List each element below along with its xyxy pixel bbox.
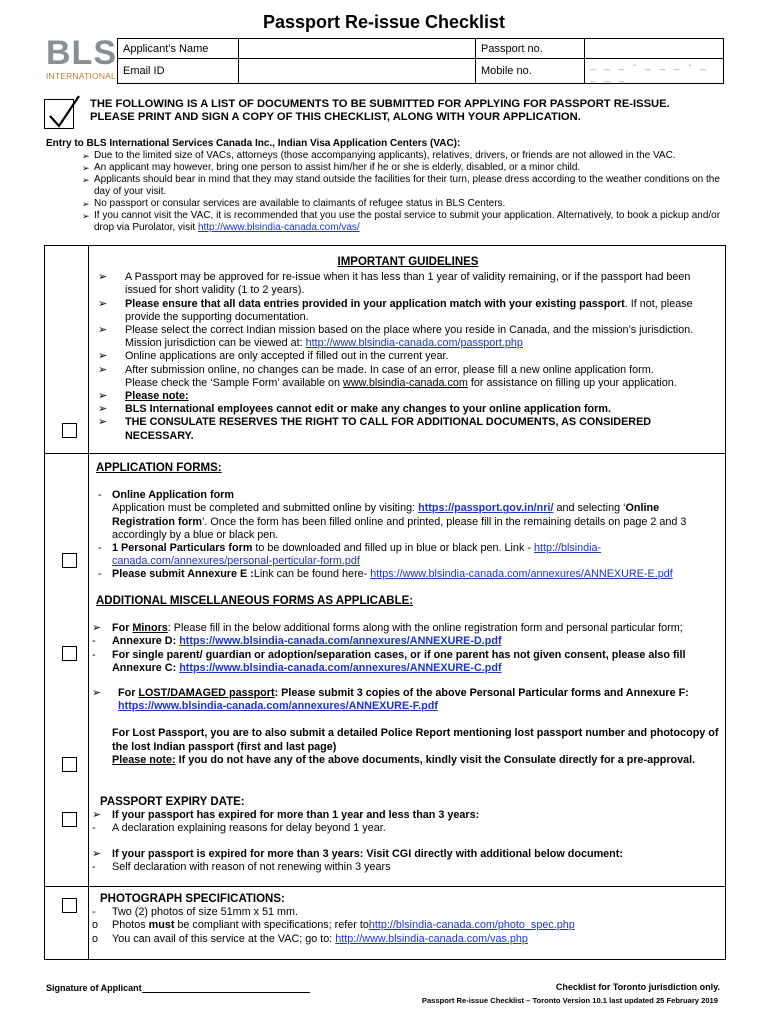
passport-gov-link[interactable]: https://passport.gov.in/nri/: [418, 502, 554, 515]
application-forms-section: [96, 462, 720, 582]
entry-item: ➢ An applicant may however, bring one person to assist him/her if he or she is elderly, disabled, or a minor child.: [94, 162, 736, 174]
photo-heading: PHOTOGRAPH SPECIFICATIONS:: [100, 893, 285, 905]
sample-form-link[interactable]: www.blsindia-canada.com: [343, 376, 468, 389]
guideline-item: ➢ Online applications are only accepted if filled out in the current year.: [98, 350, 449, 363]
expiry-heading: PASSPORT EXPIRY DATE:: [100, 796, 245, 808]
entry-item: [94, 210, 736, 234]
mobile-field[interactable]: [585, 59, 724, 84]
entry-item: ➢ Due to the limited size of VACs, attorneys (those accompanying applicants), relatives, drivers, or friends are not allowed in the VAC.: [94, 150, 736, 162]
forms-heading: APPLICATION FORMS:: [96, 462, 222, 474]
applicant-name-label: Applicant’s Name: [118, 39, 239, 59]
vas-service-link[interactable]: http://www.blsindia-canada.com/vas.php: [335, 932, 528, 945]
entry-heading: Entry to BLS International Services Canada Inc., Indian Visa Application Centers (VAC):: [46, 138, 461, 149]
expiry-item-2-sub: - Self declaration with reason of not renewing within 3 years: [92, 860, 391, 873]
applicant-info-table: [117, 38, 724, 84]
annexure-c-link[interactable]: https://www.blsindia-canada.com/annexures/ANNEXURE-C.pdf: [179, 661, 502, 674]
guidelines-section: [96, 256, 720, 443]
photo-item-1: - Two (2) photos of size 51mm x 51 mm.: [92, 906, 299, 919]
signature-line: [46, 983, 310, 993]
signature-label: Signature of Applicant: [46, 983, 142, 993]
section-divider: [44, 886, 725, 887]
expiry-checkbox[interactable]: [62, 812, 77, 827]
lost-damaged-item: ➢ For LOST/DAMAGED passport: Please submit 3 copies of the above Personal Particular forms and Annexure F: https://www.blsindia-canada.com/annexures/ANNEXURE-F.pdf: [92, 687, 689, 713]
guidelines-checkbox[interactable]: [62, 423, 77, 438]
form-item-ppf: - 1 Personal Particulars form to be downloaded and filled up in blue or black pen. Link - http://blsindia-canada.com/annexures/personal-perticular-form.pdf: [98, 542, 602, 568]
form-item-annexure-e: - Please submit Annexure E :Link can be found here- https://www.blsindia-canada.com/annexures/ANNEXURE-E.pdf: [98, 568, 673, 581]
annexure-f-link[interactable]: https://www.blsindia-canada.com/annexures/ANNEXURE-F.pdf: [118, 700, 438, 713]
logo-text: BLS: [46, 34, 117, 72]
photo-item-3: o You can avail of this service at the VAC; go to: http://www.blsindia-canada.com/vas.php: [92, 932, 528, 945]
checked-box-icon: [44, 99, 74, 129]
expiry-item-1-sub: - A declaration explaining reasons for delay beyond 1 year.: [92, 822, 386, 835]
minors-item: ➢ For Minors: Please fill in the below additional forms along with the online registration form and personal particular form;: [92, 622, 683, 635]
photo-checkbox[interactable]: [62, 898, 77, 913]
photo-item-2: o Photos must be compliant with specifications; refer tohttp://blsindia-canada.com/photo_spec.php: [92, 919, 575, 932]
minors-checkbox[interactable]: [62, 646, 77, 661]
vas-link[interactable]: http://www.blsindia-canada.com/vas/: [197, 222, 360, 233]
version-note: Passport Re-issue Checklist – Toronto Version 10.1 last updated 25 February 2019: [421, 996, 718, 1005]
single-parent-item: - For single parent/ guardian or adoption/separation cases, or if one parent has not given consent, please also fill Annexure C: https://www.blsindia-canada.com/annexures/ANNEXURE-C.pdf: [92, 648, 686, 674]
guideline-item: ➢ After submission online, no changes can be made. In case of an error, please fill a new online application form. Please check the ‘Sample Form’ available on www.blsindia-canada.com for assistance on filling up your application.: [98, 363, 677, 389]
misc-heading: ADDITIONAL MISCELLANEOUS FORMS AS APPLICABLE:: [96, 595, 414, 607]
form-item-online: - Online Application form Application must be completed and submitted online by visiting: https://passport.gov.in/nri/ and selecting ‘Online Registration form’. Once the form has been filled online and printed, please fill in the remaining details on page 2 and 3 accordingly by a blue or black pen.: [98, 489, 687, 541]
annexure-d-item: - Annexure D: https://www.blsindia-canada.com/annexures/ANNEXURE-D.pdf: [92, 635, 502, 648]
applicant-name-field[interactable]: [239, 39, 476, 59]
checkbox-column-divider: [88, 245, 89, 959]
guideline-item: ➢ THE CONSULATE RESERVES THE RIGHT TO CALL FOR ADDITIONAL DOCUMENTS, AS CONSIDERED NECESSARY.: [98, 416, 652, 442]
guidelines-heading: IMPORTANT GUIDELINES: [337, 256, 479, 268]
email-label: Email ID: [118, 59, 239, 84]
photo-spec-link[interactable]: http://blsindia-canada.com/photo_spec.php: [368, 919, 575, 932]
jurisdiction-note: Checklist for Toronto jurisdiction only.: [555, 982, 720, 992]
logo-subtext: INTERNATIONAL: [46, 71, 116, 81]
expiry-item-1: ➢ If your passport has expired for more than 1 year and less than 3 years:: [92, 809, 480, 822]
expiry-section: [92, 796, 720, 874]
annexure-e-link[interactable]: https://www.blsindia-canada.com/annexures/ANNEXURE-E.pdf: [370, 568, 673, 581]
passport-no-label: Passport no.: [476, 39, 585, 59]
intro-line-2: PLEASE PRINT AND SIGN A COPY OF THIS CHECKLIST, ALONG WITH YOUR APPLICATION.: [90, 111, 581, 123]
lost-passport-checkbox[interactable]: [62, 757, 77, 772]
entry-item: ➢ Applicants should bear in mind that they may stand outside the facilities for their turn, please dress according to the weather conditions on the day of your visit.: [94, 174, 736, 198]
passport-no-field[interactable]: [585, 39, 724, 59]
annexure-d-link[interactable]: https://www.blsindia-canada.com/annexures/ANNEXURE-D.pdf: [179, 635, 502, 648]
intro-line-1: THE FOLLOWING IS A LIST OF DOCUMENTS TO BE SUBMITTED FOR APPLYING FOR PASSPORT RE-ISSUE.: [90, 98, 670, 110]
intro-text: [90, 98, 730, 124]
mobile-label: Mobile no.: [476, 59, 585, 84]
entry-section: [46, 138, 736, 234]
section-divider: [44, 453, 725, 454]
entry-item-text: If you cannot visit the VAC, it is recommended that you use the postal service to submit your application. Alternatively, to book a pickup and/or drop via Purolator, visit: [94, 210, 721, 233]
guideline-item: ➢ Please ensure that all data entries provided in your application match with your existing passport. If not, please provide the supporting documentation.: [98, 297, 693, 323]
mobile-placeholder: _ _ _ - _ _ _ - _ _ _ _: [590, 60, 709, 83]
police-report-item: For Lost Passport, you are to also submit a detailed Police Report mentioning lost passport number and photocopy of the lost Indian passport (first and last page) Please note: If you do not have any of the above documents, kindly visit the Consulate directly for a pre-approval.: [112, 727, 719, 766]
photo-section: [92, 893, 720, 946]
page-title: Passport Re-issue Checklist: [262, 12, 506, 32]
bls-logo: [44, 34, 117, 82]
misc-forms-section: [92, 595, 720, 767]
expiry-item-2: ➢ If your passport is expired for more than 3 years: Visit CGI directly with additional below document:: [92, 847, 623, 860]
personal-particular-link[interactable]: http://blsindia-canada.com/annexures/personal-perticular-form.pdf: [112, 542, 602, 568]
guideline-item: ➢ Please select the correct Indian mission based on the place where you reside in Canada, and the mission’s jurisdiction. Mission jurisdiction can be viewed at: http://www.blsindia-canada.com/passport.php: [98, 324, 694, 350]
entry-item: ➢ No passport or consular services are available to claimants of refugee status in BLS Centers.: [94, 198, 736, 210]
passport-jurisdiction-link[interactable]: http://www.blsindia-canada.com/passport.php: [305, 337, 523, 350]
guideline-item: ➢ A Passport may be approved for re-issue when it has less than 1 year of validity remaining, or if the passport had been issued for short validity (1 to 2 years).: [98, 271, 691, 297]
signature-field[interactable]: [142, 983, 310, 993]
forms-checkbox[interactable]: [62, 553, 77, 568]
email-field[interactable]: [239, 59, 476, 84]
guideline-item: ➢ BLS International employees cannot edit or make any changes to your online application form.: [98, 403, 611, 416]
guideline-item: ➢ Please note:: [98, 390, 189, 403]
